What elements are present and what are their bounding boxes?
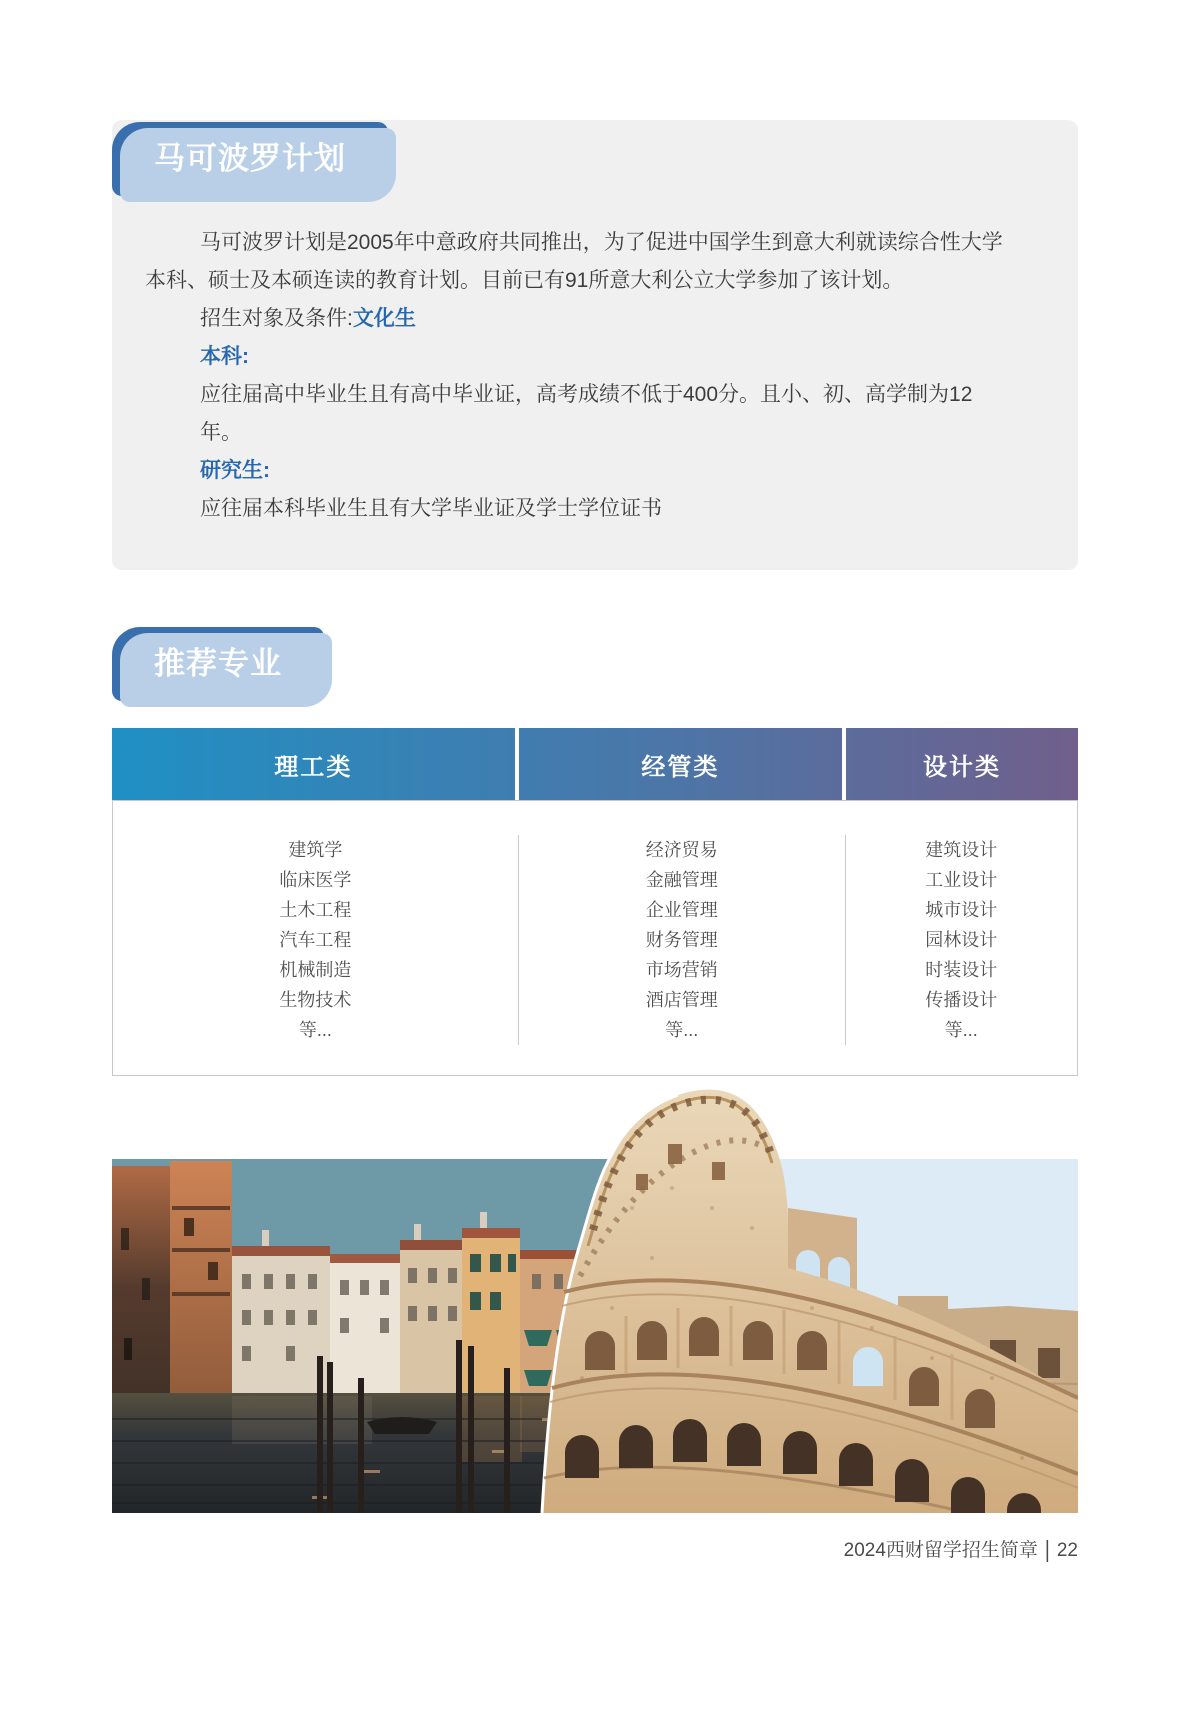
majors-table-header	[112, 728, 1078, 800]
major-item: 经济贸易	[645, 840, 718, 860]
major-item: 城市设计	[925, 900, 998, 920]
major-item: 金融管理	[645, 870, 718, 890]
page-footer	[112, 1538, 1078, 1564]
major-item: 酒店管理	[645, 990, 718, 1010]
column-science	[113, 835, 519, 1045]
major-item: 财务管理	[645, 930, 718, 950]
major-item: 等...	[665, 1020, 699, 1040]
column-header-science: 理工类	[112, 728, 519, 800]
grad-label: 研究生:	[200, 459, 270, 482]
majors-table	[112, 728, 1078, 1076]
major-item: 时装设计	[925, 960, 998, 980]
column-design	[846, 835, 1077, 1045]
column-business	[519, 835, 846, 1045]
major-item: 传播设计	[925, 990, 998, 1010]
major-item: 等...	[944, 1020, 978, 1040]
major-item: 工业设计	[925, 870, 998, 890]
major-item: 建筑学	[288, 840, 343, 860]
eligibility-line	[200, 300, 1008, 338]
column-header-design: 设计类	[923, 753, 1002, 781]
major-item: 土木工程	[279, 900, 352, 920]
footer-title: 2024西财留学招生简章	[843, 1540, 1038, 1561]
marco-polo-panel	[112, 120, 1078, 570]
marco-polo-badge: 马可波罗计划	[112, 122, 388, 196]
undergrad-label: 本科:	[200, 345, 249, 368]
grad-text-line: 应往届本科毕业生且有大学毕业证及学士学位证书	[200, 497, 662, 520]
column-header-business: 经管类	[519, 728, 846, 800]
page-content	[112, 120, 1078, 570]
eligibility-value: 文化生	[352, 307, 416, 330]
major-item: 生物技术	[279, 990, 352, 1010]
major-item: 园林设计	[925, 930, 998, 950]
major-item: 市场营销	[645, 960, 718, 980]
undergrad-label-line	[200, 338, 1008, 376]
eligibility-label: 招生对象及条件:	[200, 307, 353, 330]
major-item: 临床医学	[279, 870, 352, 890]
major-item: 等...	[298, 1020, 332, 1040]
majors-badge: 推荐专业	[112, 627, 324, 701]
major-item: 汽车工程	[279, 930, 352, 950]
footer-page-number: 22	[1056, 1540, 1078, 1561]
footer-separator: |	[1044, 1537, 1050, 1563]
major-item: 建筑设计	[925, 840, 998, 860]
italy-photo	[112, 1078, 1078, 1518]
grad-label-line	[200, 452, 1008, 490]
undergrad-text-line: 应往届高中毕业生且有高中毕业证，高考成绩不低于400分。且小、初、高学制为12年。	[200, 383, 973, 444]
major-item: 机械制造	[279, 960, 352, 980]
marco-polo-intro: 马可波罗计划是2005年中意政府共同推出，为了促进中国学生到意大利就读综合性大学本科、硕士及本硕连读的教育计划。目前已有91所意大利公立大学参加了该计划。	[145, 231, 1003, 292]
major-item: 企业管理	[645, 900, 718, 920]
majors-table-body	[112, 800, 1078, 1076]
